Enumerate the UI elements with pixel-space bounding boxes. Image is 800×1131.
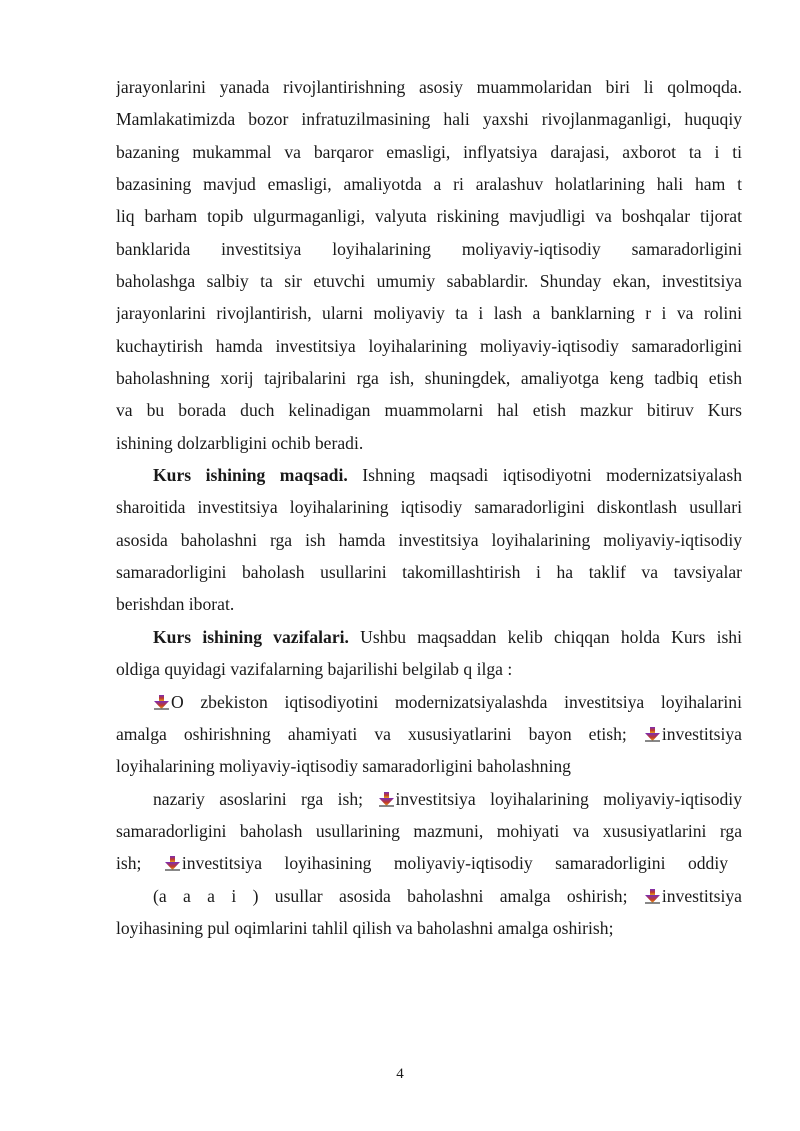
task-text: samaradorligini [555, 853, 666, 873]
text-line: bazaning mukammal va barqaror emasligi, inflyatsiya darajasi, axborot ta i ti [116, 142, 742, 162]
task-text: nazariy asoslarini rga ish; [153, 789, 364, 809]
task-item [153, 686, 742, 718]
task-text: investitsiya [661, 724, 742, 744]
tasks-text: Ushbu maqsaddan kelib chiqqan holda Kurs ishi [360, 627, 742, 647]
text-line: baholashning xorij tajribalarini rga ish, shuningdek, amaliyotga keng tadbiq etish [116, 368, 742, 388]
text-line: bazasining mavjud emasligi, amaliyotda a ri aralashuv holatlarining hali ham t [116, 174, 742, 194]
down-arrow-bullet-icon [644, 727, 661, 742]
down-arrow-bullet-icon [378, 792, 395, 807]
text-line: banklarida investitsiya loyihalarining moliyaviy-iqtisodiy samaradorligini [116, 239, 742, 259]
task-item [153, 880, 742, 912]
task-text: investitsiya loyihasining moliyaviy-iqtisodiy [181, 853, 533, 873]
text-line: sharoitida investitsiya loyihalarining iqtisodiy samaradorligini diskontlash usullari [116, 497, 742, 517]
task-item [116, 847, 728, 879]
page-number: 4 [396, 1066, 404, 1082]
down-arrow-bullet-icon [164, 856, 181, 871]
task-text: amalga oshirishning ahamiyati va xususiyatlarini bayon etish; [116, 724, 627, 744]
text-line: oldiga quyidagi vazifalarning bajarilishi belgilab q ilga : [116, 659, 513, 679]
text-line: berishdan iborat. [116, 594, 235, 614]
task-text: O zbekiston iqtisodiyotini modernizatsiyalashda investitsiya loyihalarini [171, 692, 742, 712]
text-line: asosida baholashni rga ish hamda investitsiya loyihalarining moliyaviy-iqtisodiy [116, 530, 742, 550]
text-line: va bu borada duch kelinadigan muammolarni hal etish mazkur bitiruv Kurs [116, 400, 742, 420]
text-line: samaradorligini baholash usullarini takomillashtirish i ha taklif va tavsiyalar [116, 562, 742, 582]
task-text: ish; [116, 853, 142, 873]
goal-line [153, 459, 742, 491]
text-line: loyihasining pul oqimlarini tahlil qilish va baholashni amalga oshirish; [116, 918, 614, 938]
task-item [153, 783, 742, 815]
down-arrow-bullet-icon [644, 889, 661, 904]
tasks-line [153, 621, 742, 653]
goal-text: Ishning maqsadi iqtisodiyotni modernizatsiyalash [362, 465, 742, 485]
text-line: samaradorligini baholash usullarining mazmuni, mohiyati va xususiyatlarini rga [116, 821, 742, 841]
text-line: loyihalarining moliyaviy-iqtisodiy samaradorligini baholashning [116, 756, 571, 776]
text-line: baholashga salbiy ta sir etuvchi umumiy sabablardir. Shunday ekan, investitsiya [116, 271, 742, 291]
task-text: (a a a i ) usullar asosida baholashni amalga oshirish; [153, 886, 628, 906]
down-arrow-bullet-icon [153, 695, 170, 710]
task-text: investitsiya loyihalarining moliyaviy-iqtisodiy [395, 789, 742, 809]
task-text: oddiy [687, 853, 728, 873]
text-line: kuchaytirish hamda investitsiya loyihalarining moliyaviy-iqtisodiy samaradorligini [116, 336, 742, 356]
text-line: liq barham topib ulgurmaganligi, valyuta riskining mavjudligi va boshqalar tijorat [116, 206, 742, 226]
task-item [116, 718, 742, 750]
text-line: ishining dolzarbligini ochib beradi. [116, 433, 364, 453]
text-line: jarayonlarini rivojlantirish, ularni moliyaviy ta i lash a banklarning r i va rolini [116, 303, 742, 323]
task-text: investitsiya [661, 886, 742, 906]
text-line: Mamlakatimizda bozor infratuzilmasining hali yaxshi rivojlanmaganligi, huquqiy [116, 109, 742, 129]
text-line: jarayonlarini yanada rivojlantirishning asosiy muammolaridan biri li qolmoqda. [116, 77, 742, 97]
goal-heading: Kurs ishining maqsadi. [153, 465, 348, 485]
tasks-heading: Kurs ishining vazifalari. [153, 627, 349, 647]
